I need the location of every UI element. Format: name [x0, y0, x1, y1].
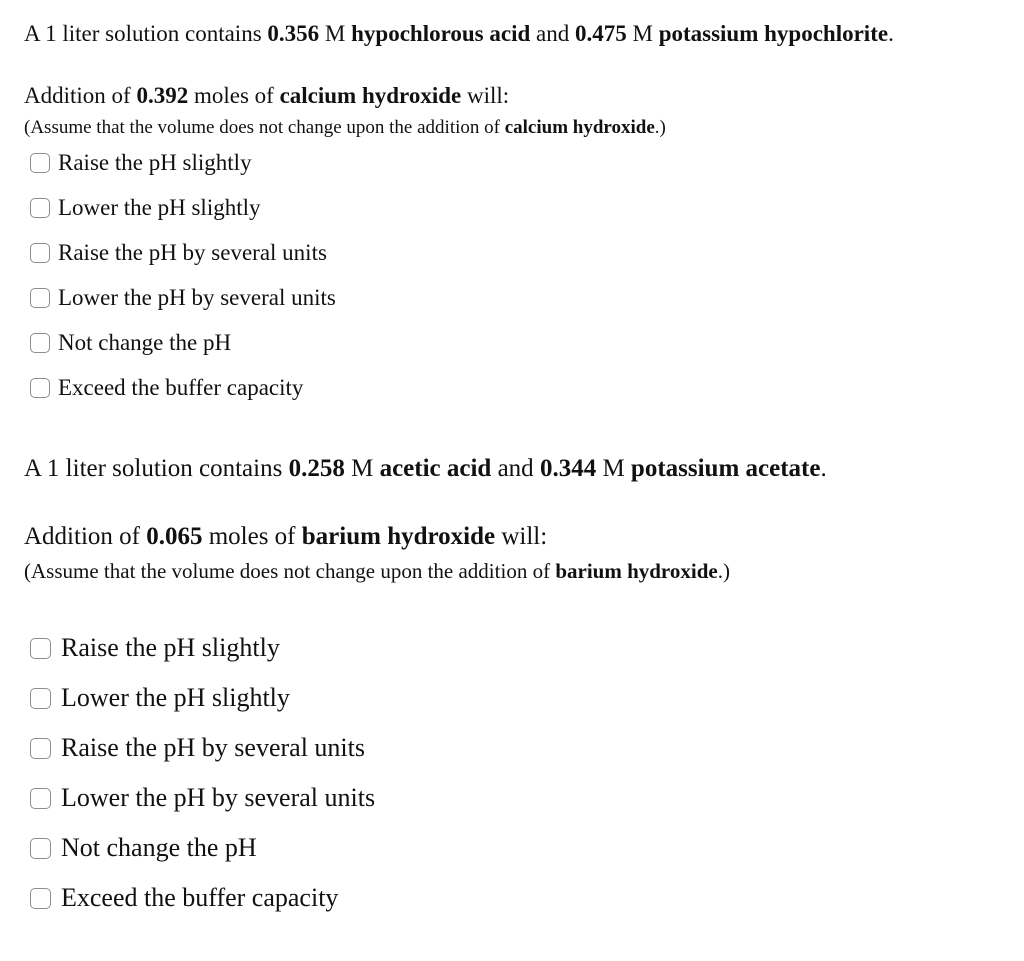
checkbox[interactable] — [30, 333, 50, 353]
checkbox[interactable] — [30, 243, 50, 263]
question-2-note: (Assume that the volume does not change upon the addition of barium hydroxide.) — [24, 559, 730, 583]
q2-option-exceed-capacity[interactable]: Exceed the buffer capacity — [30, 885, 338, 911]
q2-option-lower-slightly[interactable]: Lower the pH slightly — [30, 685, 290, 711]
q2-option-raise-several[interactable]: Raise the pH by several units — [30, 735, 365, 761]
checkbox[interactable] — [30, 288, 50, 308]
q1-option-exceed-capacity[interactable]: Exceed the buffer capacity — [30, 376, 303, 399]
question-1-note: (Assume that the volume does not change upon the addition of calcium hydroxide.) — [24, 117, 666, 138]
checkbox[interactable] — [30, 838, 51, 859]
q2-option-raise-slightly[interactable]: Raise the pH slightly — [30, 635, 280, 661]
q1-acid-name: hypochlorous acid — [351, 21, 531, 46]
q1-option-raise-slightly[interactable]: Raise the pH slightly — [30, 151, 252, 174]
checkbox[interactable] — [30, 688, 51, 709]
question-2-prompt: Addition of 0.065 moles of barium hydroxide will: — [24, 523, 548, 550]
q2-acid-concentration: 0.258 — [288, 455, 345, 482]
q1-base-name: potassium hypochlorite — [658, 21, 889, 46]
question-1-stem: A 1 liter solution contains 0.356 M hypochlorous acid and 0.475 M potassium hypochlorite. — [24, 21, 894, 46]
q2-moles: 0.065 — [146, 523, 203, 550]
checkbox[interactable] — [30, 378, 50, 398]
checkbox[interactable] — [30, 638, 51, 659]
q2-option-lower-several[interactable]: Lower the pH by several units — [30, 785, 375, 811]
q1-base-concentration: 0.475 — [574, 21, 627, 46]
q1-option-no-change[interactable]: Not change the pH — [30, 331, 231, 354]
q2-reagent: barium hydroxide — [301, 523, 496, 550]
q2-note-reagent: barium hydroxide — [555, 559, 718, 583]
q2-option-no-change[interactable]: Not change the pH — [30, 835, 257, 861]
checkbox[interactable] — [30, 738, 51, 759]
q2-base-name: potassium acetate — [630, 455, 821, 482]
checkbox[interactable] — [30, 153, 50, 173]
q1-reagent: calcium hydroxide — [279, 83, 462, 108]
q1-option-lower-slightly[interactable]: Lower the pH slightly — [30, 196, 261, 219]
q1-option-lower-several[interactable]: Lower the pH by several units — [30, 286, 336, 309]
checkbox[interactable] — [30, 198, 50, 218]
q2-acid-name: acetic acid — [379, 455, 492, 482]
q2-base-concentration: 0.344 — [539, 455, 597, 482]
q1-note-reagent: calcium hydroxide — [504, 117, 655, 138]
q1-acid-concentration: 0.356 — [267, 21, 320, 46]
checkbox[interactable] — [30, 888, 51, 909]
checkbox[interactable] — [30, 788, 51, 809]
q1-moles: 0.392 — [136, 83, 189, 108]
q1-option-raise-several[interactable]: Raise the pH by several units — [30, 241, 327, 264]
question-2-stem: A 1 liter solution contains 0.258 M acetic acid and 0.344 M potassium acetate. — [24, 455, 827, 482]
question-1-prompt: Addition of 0.392 moles of calcium hydroxide will: — [24, 83, 510, 108]
